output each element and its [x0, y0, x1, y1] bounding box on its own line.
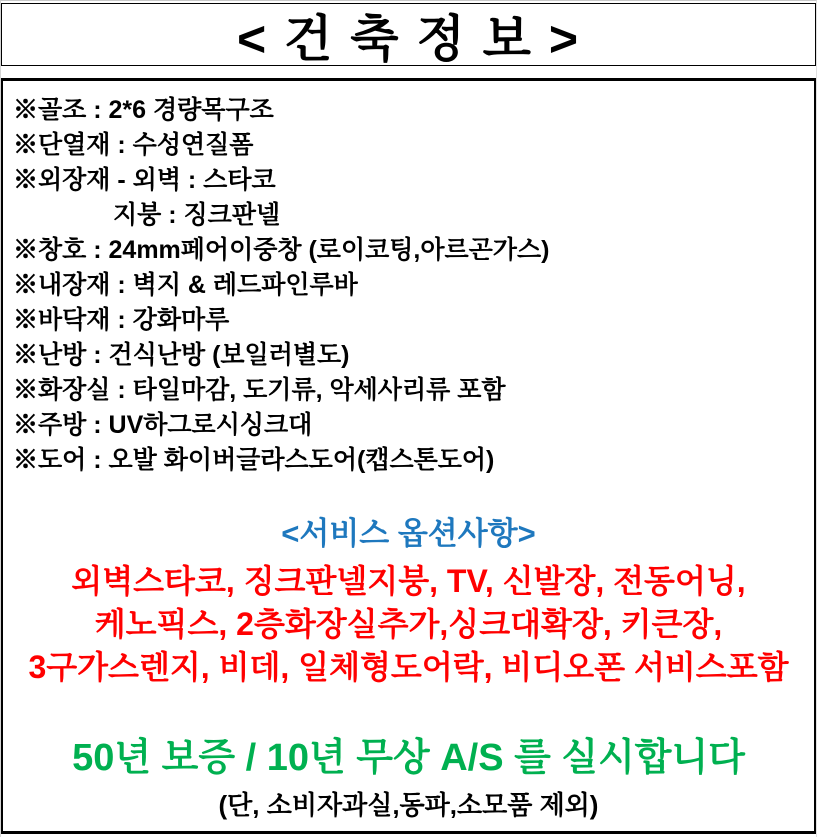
spec-line: ※골조 : 2*6 경량목구조 [13, 96, 274, 124]
spec-line: ※난방 : 건식난방 (보일러별도) [13, 341, 350, 369]
service-option-line: 케노픽스, 2층화장실추가,싱크대확장, 키큰장, [94, 606, 723, 642]
spec-list [3, 81, 814, 478]
spec-line: ※단열재 : 수성연질폼 [13, 131, 254, 159]
spec-line: ※내장재 : 벽지 & 레드파인루바 [13, 271, 358, 299]
service-options-section [3, 514, 814, 689]
service-options-list [3, 560, 814, 689]
spec-line: 지붕 : 징크판넬 [113, 201, 281, 229]
page-title: < 건 축 정 보 > [236, 10, 581, 67]
service-options-heading: <서비스 옵션사항> [281, 516, 536, 551]
spec-line: ※외장재 - 외벽 : 스타코 [13, 166, 276, 194]
warranty-exclusions-note: (단, 소비자과실,동파,소모품 제외) [218, 790, 599, 820]
service-option-line: 외벽스타코, 징크판넬지붕, TV, 신발장, 전동어닝, [71, 563, 746, 599]
spec-line: ※주방 : UV하그로시싱크대 [13, 411, 313, 439]
service-option-line: 3구가스렌지, 비데, 일체형도어락, 비디오폰 서비스포함 [28, 649, 789, 685]
spec-line: ※화장실 : 타일마감, 도기류, 악세사리류 포함 [13, 376, 506, 404]
content-box [1, 78, 816, 834]
spec-line: ※창호 : 24mm페어이중창 (로이코팅,아르곤가스) [13, 236, 550, 264]
spec-line: ※바닥재 : 강화마루 [13, 306, 230, 334]
warranty-statement: 50년 보증 / 10년 무상 A/S 를 실시합니다 [72, 737, 745, 779]
warranty-section [3, 734, 814, 822]
title-box [1, 3, 816, 66]
spec-line: ※도어 : 오발 화이버글라스도어(캡스톤도어) [13, 446, 495, 474]
